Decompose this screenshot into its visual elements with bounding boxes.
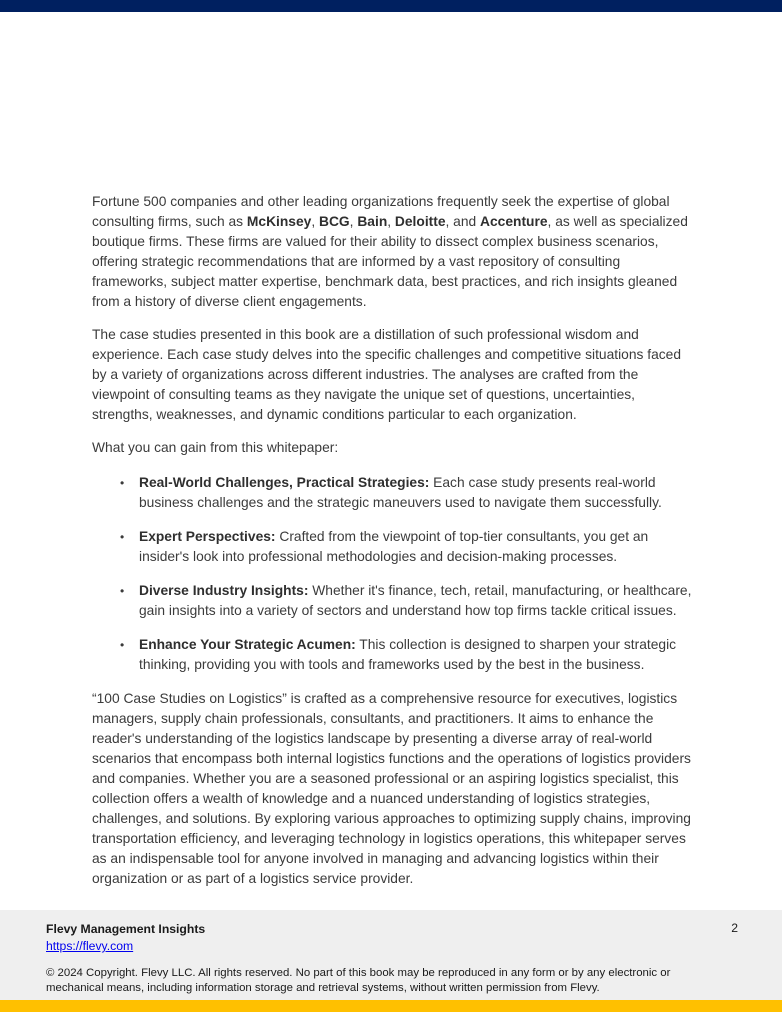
list-item: • Real-World Challenges, Practical Strategies: Each case study presents real-world business challenges and the strategic maneuvers used to navigate them successfully. [92, 473, 692, 513]
page-number: 2 [731, 921, 738, 935]
footer-brand: Flevy Management Insights [46, 922, 206, 936]
closing-paragraph: “100 Case Studies on Logistics” is crafted as a comprehensive resource for executives, logistics managers, supply chain professionals, consultants, and practitioners. It aims to enhance the reader's understanding of the logistics landscape by presenting a diverse array of real-world scenarios that encompass both internal logistics functions and the operations of logistics providers and companies. Whether you are a seasoned professional or an aspiring logistics specialist, this collection offers a wealth of knowledge and a nuanced understanding of logistics strategies, challenges, and solutions. By exploring various approaches to optimizing supply chains, improving transportation efficiency, and leveraging technology in logistics operations, this whitepaper serves as an indispensable tool for anyone involved in managing and advancing logistics within their organization or as part of a logistics service provider. [92, 691, 691, 886]
bottom-accent-bar [0, 1000, 782, 1012]
list-item: • Diverse Industry Insights: Whether it's finance, tech, retail, manufacturing, or healthcare, gain insights into a variety of sectors and understand how top firms tackle critical issues. [92, 581, 692, 621]
intro-paragraph: Fortune 500 companies and other leading organizations frequently seek the expertise of global consulting firms, such as McKinsey, BCG, Bain, Deloitte, and Accenture, as well as specialized boutique firms. These firms are valued for their ability to dissect complex business scenarios, offering strategic recommendations that are informed by a vast repository of consulting frameworks, subject matter expertise, benchmark data, best practices, and rich insights gleaned from a history of diverse client engagements. [92, 194, 688, 309]
footer-copyright: © 2024 Copyright. Flevy LLC. All rights reserved. No part of this book may be reproduced in any form or by any electronic or mechanical means, including information storage and retrieval systems, without written permission from Flevy. [46, 967, 671, 994]
benefits-list [92, 473, 692, 675]
page-body [92, 192, 692, 902]
page-footer [0, 910, 782, 1000]
list-item: • Expert Perspectives: Crafted from the viewpoint of top-tier consultants, you get an insider's look into professional methodologies and decision-making processes. [92, 527, 692, 567]
top-accent-bar [0, 0, 782, 12]
list-item: • Enhance Your Strategic Acumen: This collection is designed to sharpen your strategic thinking, providing you with tools and frameworks used by the best in the business. [92, 635, 692, 675]
gain-intro-line: What you can gain from this whitepaper: [92, 440, 339, 455]
case-studies-paragraph: The case studies presented in this book are a distillation of such professional wisdom and experience. Each case study delves into the specific challenges and competitive situations faced by a variety of organizations across different industries. The analyses are crafted from the viewpoint of consulting teams as they navigate the unique set of questions, uncertainties, strengths, weaknesses, and dynamic conditions particular to each organization. [92, 327, 682, 422]
flevy-link[interactable]: https://flevy.com [46, 939, 134, 953]
